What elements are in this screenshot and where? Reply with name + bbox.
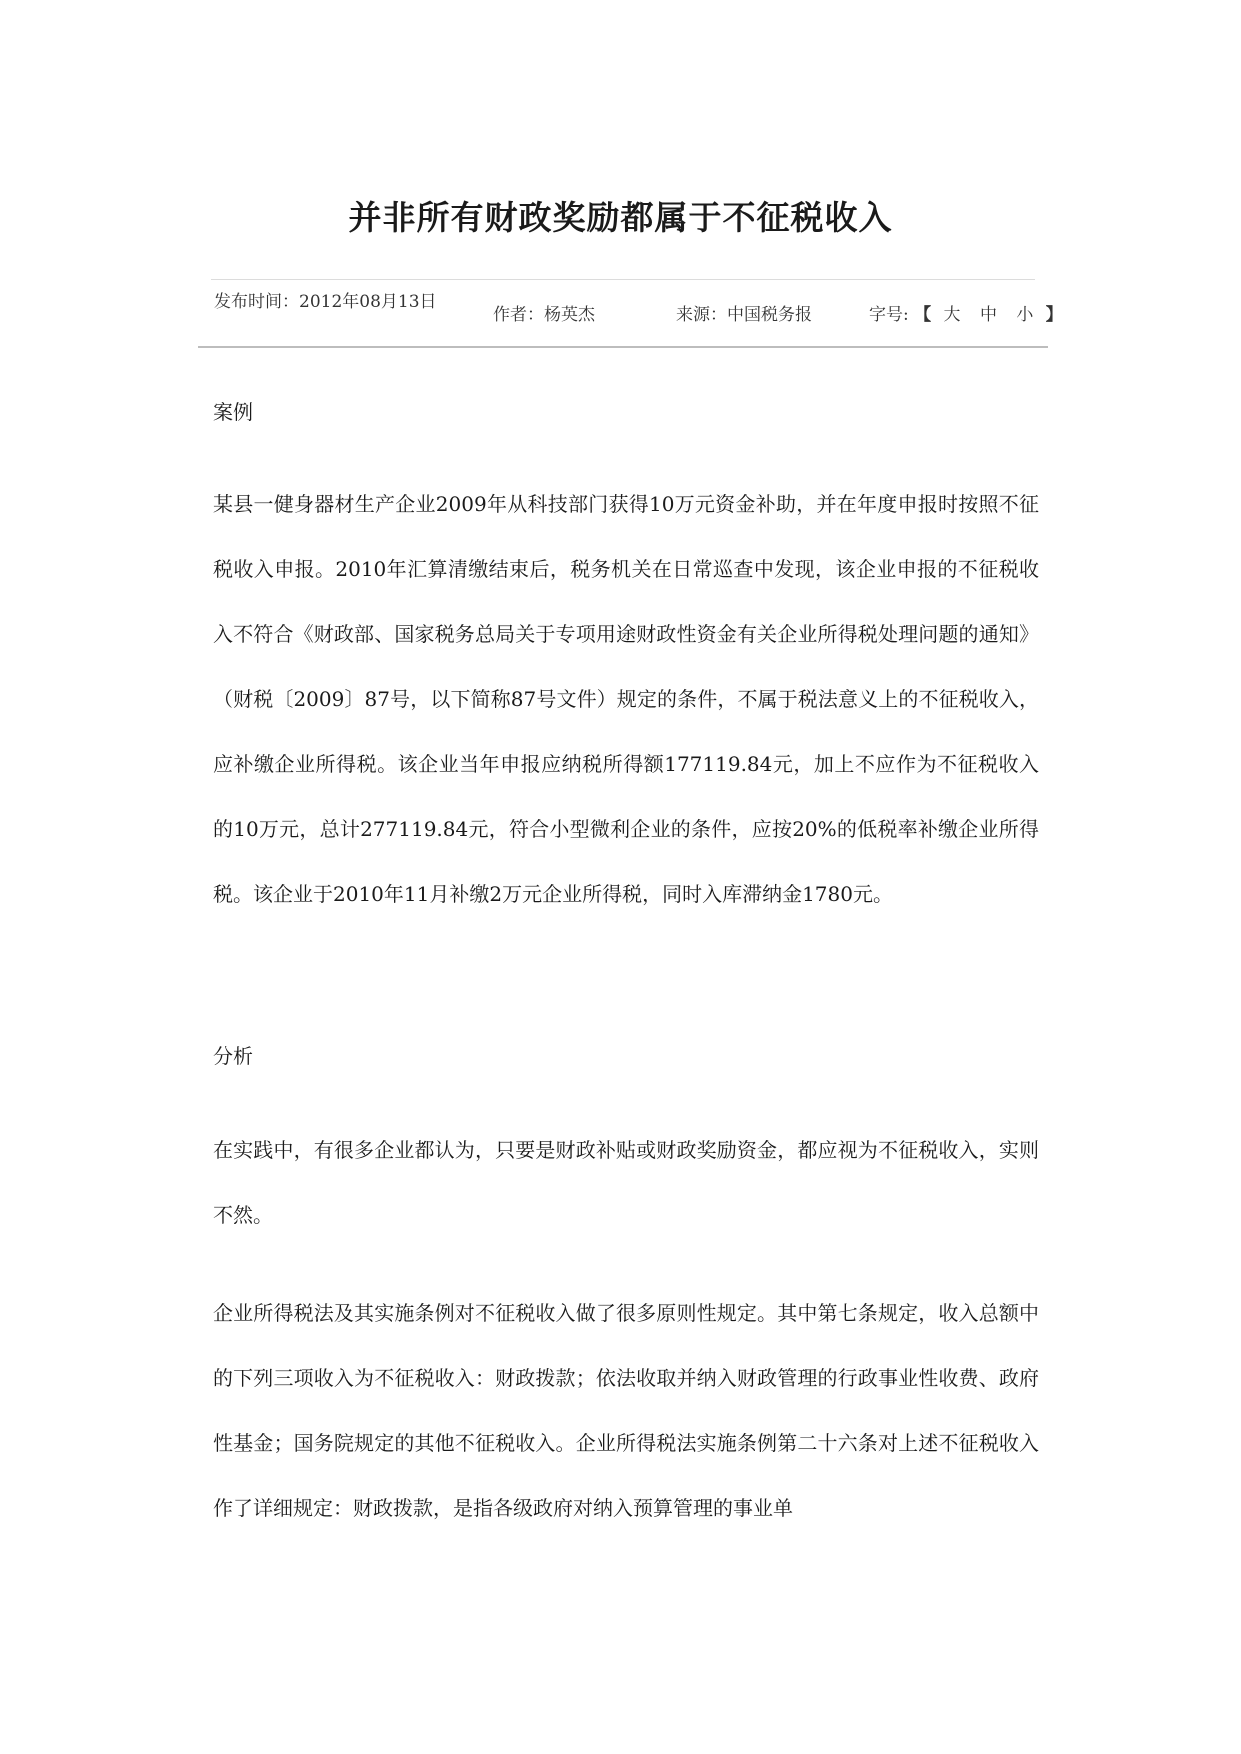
source: 来源：中国税务报 <box>676 305 812 325</box>
author: 作者：杨英杰 <box>493 305 595 325</box>
case-heading: 案例 <box>213 400 253 424</box>
font-size-selector <box>869 300 1063 325</box>
meta-divider-top <box>211 279 1035 280</box>
font-size-label: 字号: <box>869 305 909 325</box>
publish-date: 发布时间：2012年08月13日 <box>214 292 437 312</box>
analysis-heading: 分析 <box>213 1044 253 1068</box>
font-size-bracket-close: 】 <box>1045 305 1063 325</box>
article-title: 并非所有财政奖励都属于不征税收入 <box>348 198 893 237</box>
case-body: 某县一健身器材生产企业2009年从科技部门获得10万元资金补助，并在年度申报时按照不征税收入申报。2010年汇算清缴结束后，税务机关在日常巡查中发现，该企业申报的不征税收入不符合《财政部、国家税务总局关于专项用途财政性资金有关企业所得税处理问题的通知》（财税〔2009〕87号，以下简称87号文件）规定的条件，不属于税法意义上的不征税收入，应补缴企业所得税。该企业当年申报应纳税所得额177119.84元，加上不应作为不征税收入的10万元，总计277119.84元，符合小型微利企业的条件，应按20%的低税率补缴企业所得税。该企业于2010年11月补缴2万元企业所得税，同时入库滞纳金1780元。 <box>213 492 1039 906</box>
analysis-paragraph-2: 企业所得税法及其实施条例对不征税收入做了很多原则性规定。其中第七条规定，收入总额中的下列三项收入为不征税收入：财政拨款；依法收取并纳入财政管理的行政事业性收费、政府性基金；国务院规定的其他不征税收入。企业所得税法实施条例第二十六条对上述不征税收入作了详细规定：财政拨款，是指各级政府对纳入预算管理的事业单 <box>213 1301 1039 1520</box>
analysis-paragraph-1: 在实践中，有很多企业都认为，只要是财政补贴或财政奖励资金，都应视为不征税收入，实则不然。 <box>213 1138 1039 1227</box>
font-size-medium-link[interactable]: 中 <box>979 305 997 325</box>
font-size-bracket-open: 【 <box>914 305 932 325</box>
font-size-small-link[interactable]: 小 <box>1016 305 1034 325</box>
font-size-large-link[interactable]: 大 <box>943 305 961 325</box>
meta-divider-bottom <box>198 346 1048 348</box>
